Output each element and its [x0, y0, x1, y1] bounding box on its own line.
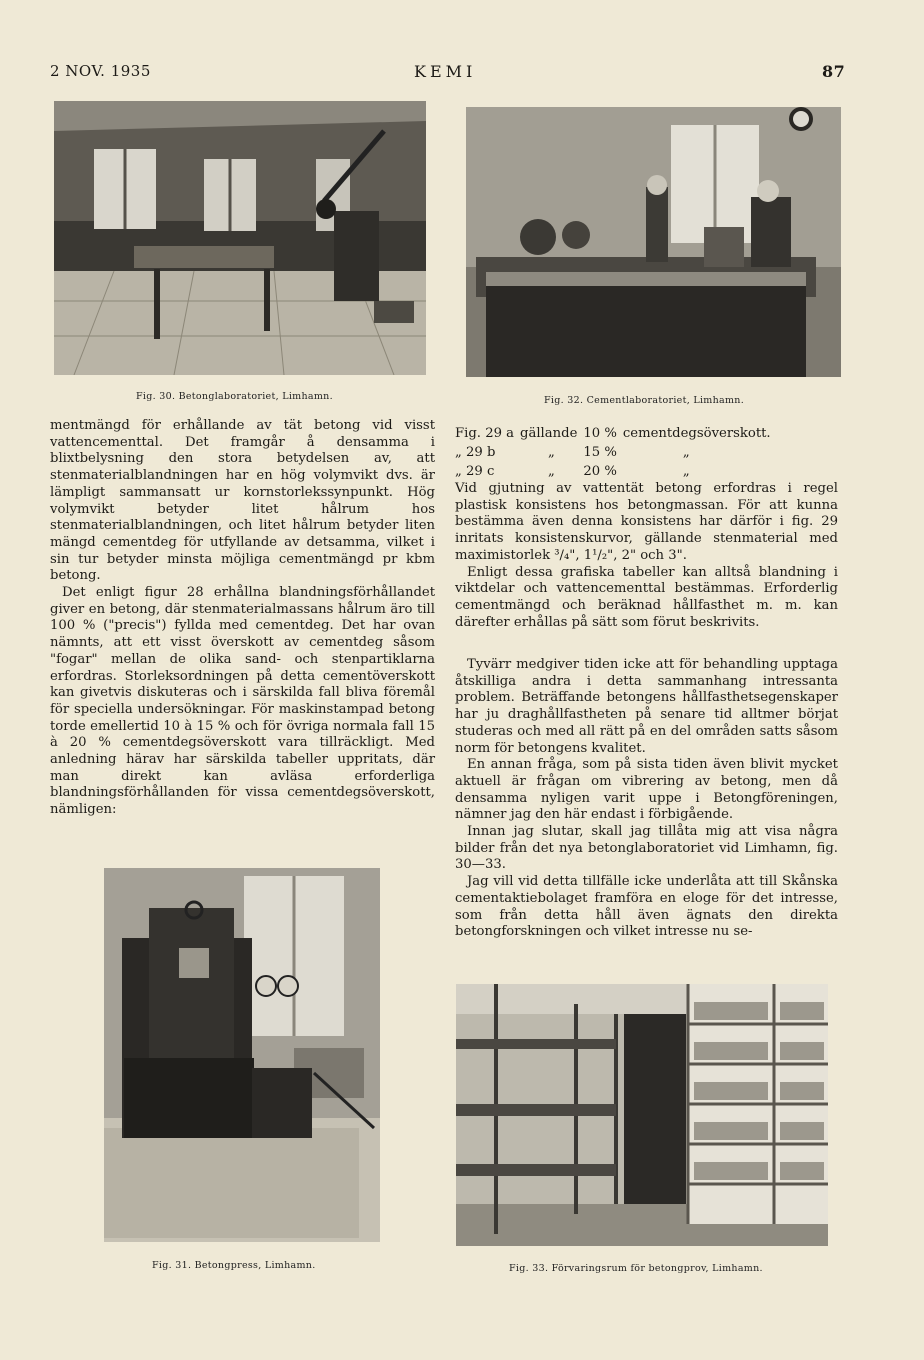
table-row: Fig. 29 a gällande 10 % cementdegsöverskott. — [455, 426, 771, 441]
caption-fig32: Fig. 32. Cementlaboratoriet, Limhamn. — [544, 395, 745, 406]
right-paragraph-5: Innan jag slutar, skall jag tillåta mig att visa några bilder från det nya betonglaboratoriet vid Limhamn, fig. 30—33. — [455, 824, 838, 873]
photo-fig32-cement-laboratory — [466, 107, 841, 377]
right-paragraph-2: Enligt dessa grafiska tabeller kan alltså blandning i viktdelar och vattencementtal bestämmas. Erforderlig cementmängd och beräknad hållfasthet m. m. kan därefter erhållas på sätt som förut beskrivits. — [455, 564, 838, 630]
photo-fig31-concrete-press — [104, 868, 380, 1242]
photo-fig33-storage-room — [456, 984, 828, 1246]
cement-excess-table — [455, 424, 777, 481]
right-paragraph-1: Vid gjutning av vattentät betong erfordras i regel plastisk konsistens hos betongmassan. För att kunna bestämma även denna konsistens har därför i fig. 29 inritats konsistenskurvor, gällande stenmaterial med maximistorlek ³/₄", 1¹/₂", 2" och 3". — [455, 481, 838, 563]
header-page-number: 87 — [822, 62, 846, 81]
left-paragraph-1: mentmängd för erhållande av tät betong vid visst vattencementtal. Det framgår å densamma i blixtbelysning den stora betydelsen av, att stenmaterialblandningen har en hög volymvikt dvs. är lämpligt sammansatt ur kornstorlekssynpunkt. Hög volymvikt betyder litet hålrum hos stenmaterialblandningen, och litet hålrum betyder liten mängd cementdeg för utfyllande av detsamma, vilket i sin tur betyder minsta möjliga cementmängd pr kbm betong. — [50, 418, 435, 584]
caption-fig33: Fig. 33. Förvaringsrum för betongprov, Limhamn. — [509, 1263, 763, 1274]
table-row: „ 29 c „ 20 % „ — [455, 464, 690, 479]
right-column-middle — [455, 657, 838, 941]
right-column-top — [455, 424, 838, 631]
left-paragraph-2: Det enligt figur 28 erhållna blandningsförhållandet giver en betong, där stenmaterialmassans hålrum äro till 100 % ("precis") fyllda med cementdeg. Det har ovan nämnts, att ett visst överskott av cementdeg såsom "fogar" mellan de olika sand- och stenpartiklarna erfordras. Storleksordningen på detta cementöverskott kan givetvis diskuteras och i särskilda fall bliva föremål för speciella undersökningar. För maskinstampad betong torde emellertid 10 à 15 % och för övriga normala fall 15 à 20 % cementdegsöverskott vara tillräckligt. Med anledning härav har särskilda tabeller uppritats, där man direkt kan avläsa erforderliga blandningsförhållanden för vissa cementdegsöverskott, nämligen: — [50, 585, 435, 818]
left-column — [50, 418, 435, 819]
header-journal: KEMI — [414, 62, 477, 81]
photo-fig30-concrete-laboratory — [54, 101, 426, 375]
header-date: 2 NOV. 1935 — [50, 62, 151, 80]
right-paragraph-3: Tyvärr medgiver tiden icke att för behandling upptaga åtskilliga andra i detta sammanhang intressanta problem. Beträffande betongens hållfasthetsegenskaper har ju draghållfastheten på senare tid alltmer börjat studeras och med all rätt på en del områden satts såsom norm för betongens kvalitet. — [455, 657, 838, 756]
caption-fig31: Fig. 31. Betongpress, Limhamn. — [152, 1260, 316, 1271]
right-paragraph-6: Jag vill vid detta tillfälle icke underlåta att till Skånska cementaktiebolaget framföra en eloge för det intresse, som från detta håll även ägnats den direkta betongforskningen och vilket intresse nu se- — [455, 874, 838, 940]
table-row: „ 29 b „ 15 % „ — [455, 445, 690, 460]
right-paragraph-4: En annan fråga, som på sista tiden även blivit mycket aktuell är frågan om vibrering av betong, men då densamma nyligen varit uppe i Betongföreningen, nämner jag den här endast i förbigående. — [455, 757, 838, 823]
caption-fig30: Fig. 30. Betonglaboratoriet, Limhamn. — [136, 391, 333, 402]
